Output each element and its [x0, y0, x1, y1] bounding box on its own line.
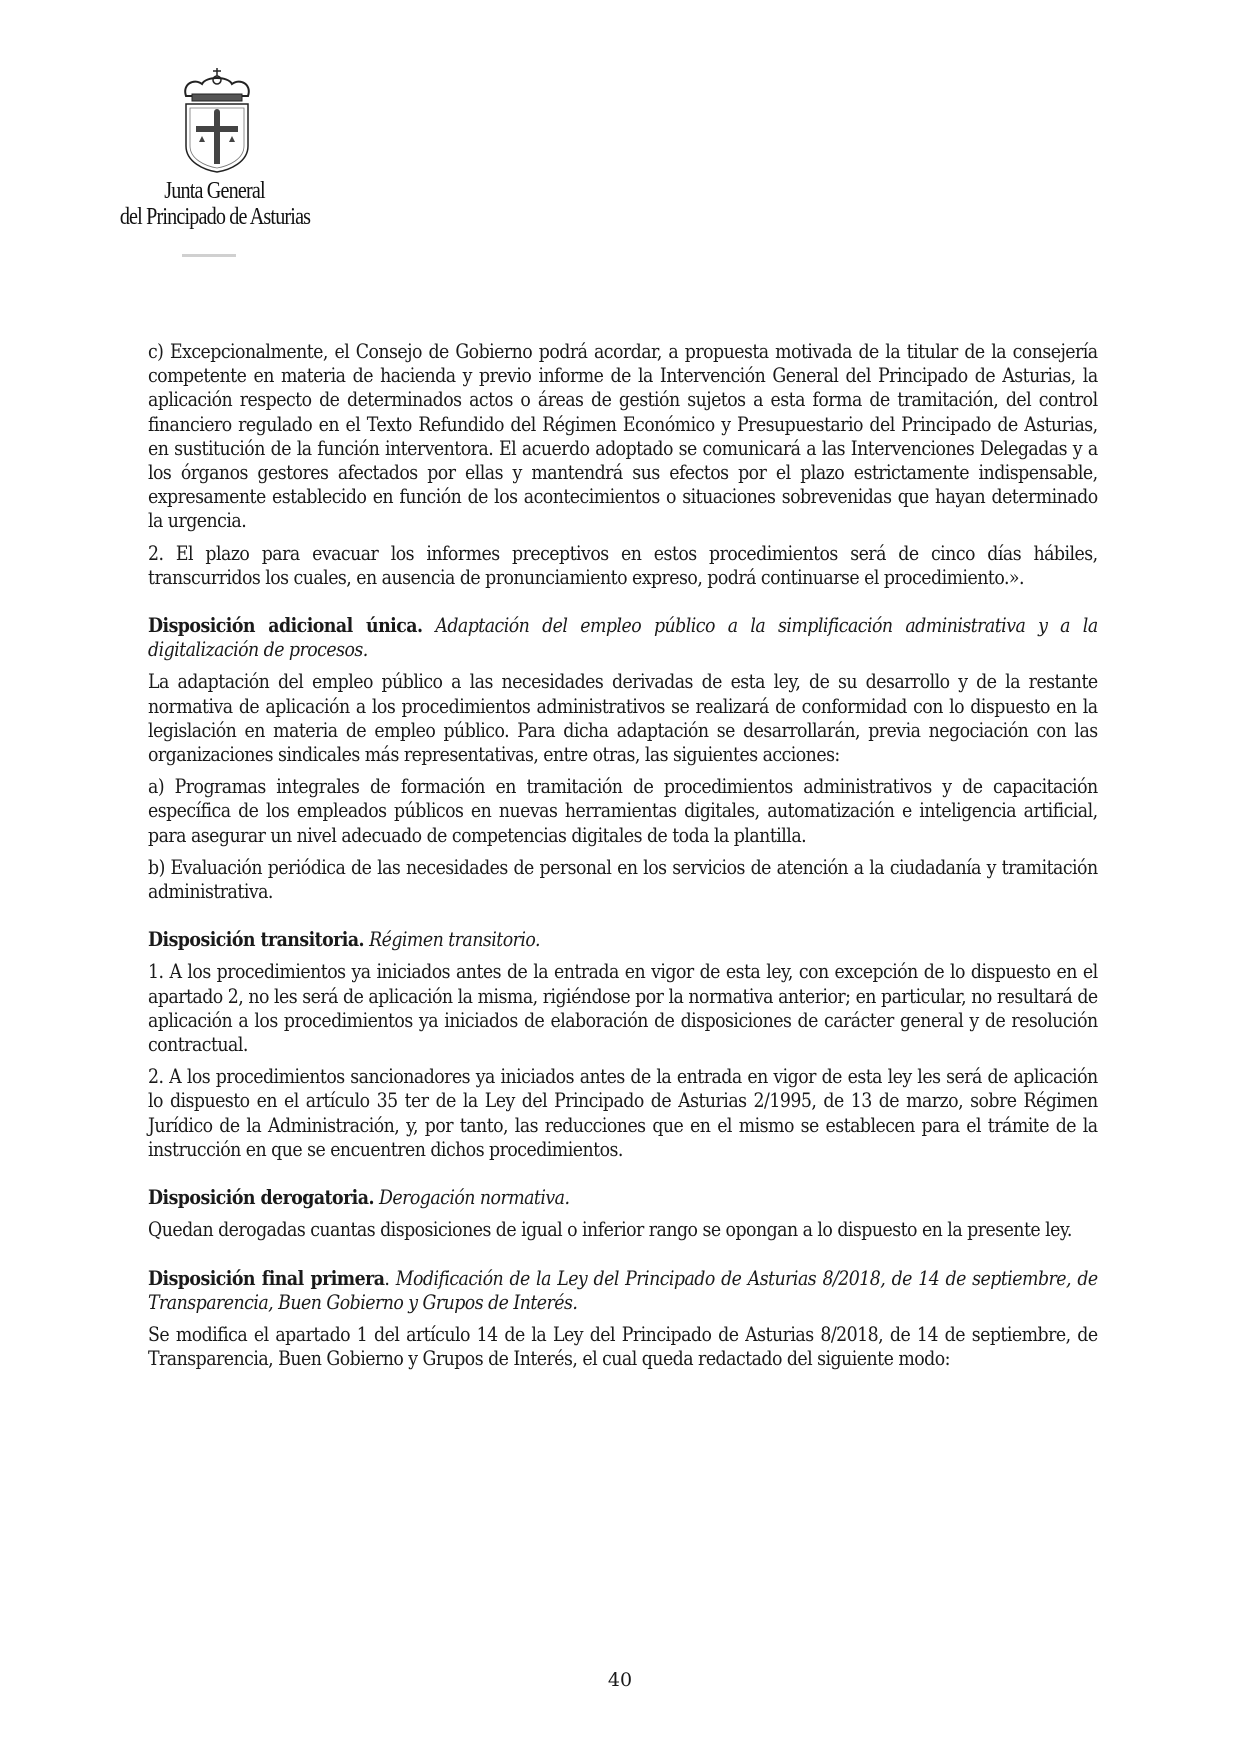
- section-title-punct: .: [384, 1266, 390, 1290]
- section-subtitle: Régimen transitorio.: [369, 928, 540, 952]
- paragraph-text: 2. El plazo para evacuar los informes preceptivos en estos procedimientos será de cinco días hábiles, transcurridos los cuales, en ausencia de pronunciamiento expreso, podrá continuarse el procedimiento.».: [148, 541, 1098, 589]
- paragraph: [148, 960, 1098, 1057]
- org-name-line1: Junta General: [164, 178, 265, 204]
- header-divider: [182, 254, 236, 257]
- section-heading-final-primera: [148, 1267, 1098, 1315]
- paragraph: [148, 1218, 1098, 1242]
- section-subtitle: Derogación normativa.: [378, 1186, 570, 1210]
- paragraph-text: 2. A los procedimientos sancionadores ya iniciados antes de la entrada en vigor de esta ley les será de aplicación lo dispuesto en el artículo 35 ter de la Ley del Principado de Asturias 2/1995, de 13 de marzo, sobre Régimen Jurídico de la Administración, y, por tanto, las reducciones que en el mismo se establecen para el trámite de la instrucción en que se encuentren dichos procedimientos.: [148, 1065, 1098, 1161]
- section-subtitle: Modificación de la Ley del Principado de Asturias 8/2018, de 14 de septiembre, de Transparencia, Buen Gobierno y Grupos de Interés.: [148, 1266, 1098, 1314]
- section-heading-derogatoria: [148, 1186, 1098, 1210]
- paragraph-text: Se modifica el apartado 1 del artículo 14 de la Ley del Principado de Asturias 8/2018, de 14 de septiembre, de Transparencia, Buen Gobierno y Grupos de Interés, el cual queda redactado del siguiente modo:: [148, 1322, 1098, 1371]
- coat-of-arms-icon: [172, 66, 262, 174]
- paragraph-text: c) Excepcionalmente, el Consejo de Gobierno podrá acordar, a propuesta motivada de la titular de la consejería competente en materia de hacienda y previo informe de la Intervención General del Principado de Asturias, la aplicación respecto de determinados actos o áreas de gestión sujetos a esta forma de tramitación, del control financiero regulado en el Texto Refundido del Régimen Económico y Presupuestario del Principado de Asturias, en sustitución de la función interventora. El acuerdo adoptado se comunicará a las Intervenciones Delegadas y a los órganos gestores afectados por ellas y mantendrá sus efectos por el plazo estrictamente indispensable, expresamente establecido en función de los acontecimientos o situaciones sobrevenidas que hayan determinado la urgencia.: [148, 340, 1098, 533]
- paragraph-text: Quedan derogadas cuantas disposiciones de igual o inferior rango se opongan a lo dispuesto en la presente ley.: [148, 1218, 1072, 1242]
- paragraph: [148, 1065, 1098, 1162]
- paragraph: [148, 542, 1098, 590]
- section-title: Disposición final primera: [148, 1266, 385, 1290]
- page-number: 40: [607, 1669, 633, 1691]
- list-item: [148, 856, 1098, 904]
- header-logo: [92, 66, 342, 266]
- list-item: [148, 775, 1098, 848]
- paragraph-text: 1. A los procedimientos ya iniciados antes de la entrada en vigor de esta ley, con excepción de lo dispuesto en el apartado 2, no les será de aplicación la misma, rigiéndose por la normativa anterior; en particular, no resultará de aplicación a los procedimientos ya iniciados de elaboración de disposiciones de carácter general y de resolución contractual.: [148, 960, 1098, 1057]
- document-body: [148, 340, 1098, 1371]
- section-heading-transitoria: [148, 928, 1098, 952]
- section-heading-adicional: [148, 614, 1098, 662]
- section-subtitle: Adaptación del empleo público a la simplificación administrativa y a la digitalización de procesos.: [148, 614, 1098, 662]
- section-title: Disposición transitoria.: [148, 928, 365, 952]
- section-title: Disposición derogatoria.: [148, 1186, 374, 1210]
- section-title: Disposición adicional única.: [148, 614, 423, 638]
- paragraph: [148, 670, 1098, 767]
- org-name-line2: del Principado de Asturias: [119, 204, 311, 230]
- list-item-text: a) Programas integrales de formación en tramitación de procedimientos administrativos y de capacitación específica de los empleados públicos en nuevas herramientas digitales, automatización e inteligencia artificial, para asegurar un nivel adecuado de competencias digitales de toda la plantilla.: [148, 775, 1098, 847]
- paragraph-text: La adaptación del empleo público a las necesidades derivadas de esta ley, de su desarrollo y de la restante normativa de aplicación a los procedimientos administrativos se realizará de conformidad con lo dispuesto en la legislación en materia de empleo público. Para dicha adaptación se desarrollarán, previa negociación con las organizaciones sindicales más representativas, entre otras, las siguientes acciones:: [148, 670, 1098, 767]
- paragraph: [148, 340, 1098, 534]
- paragraph: [148, 1323, 1098, 1371]
- list-item-text: b) Evaluación periódica de las necesidades de personal en los servicios de atención a la ciudadanía y tramitación administrativa.: [148, 855, 1098, 904]
